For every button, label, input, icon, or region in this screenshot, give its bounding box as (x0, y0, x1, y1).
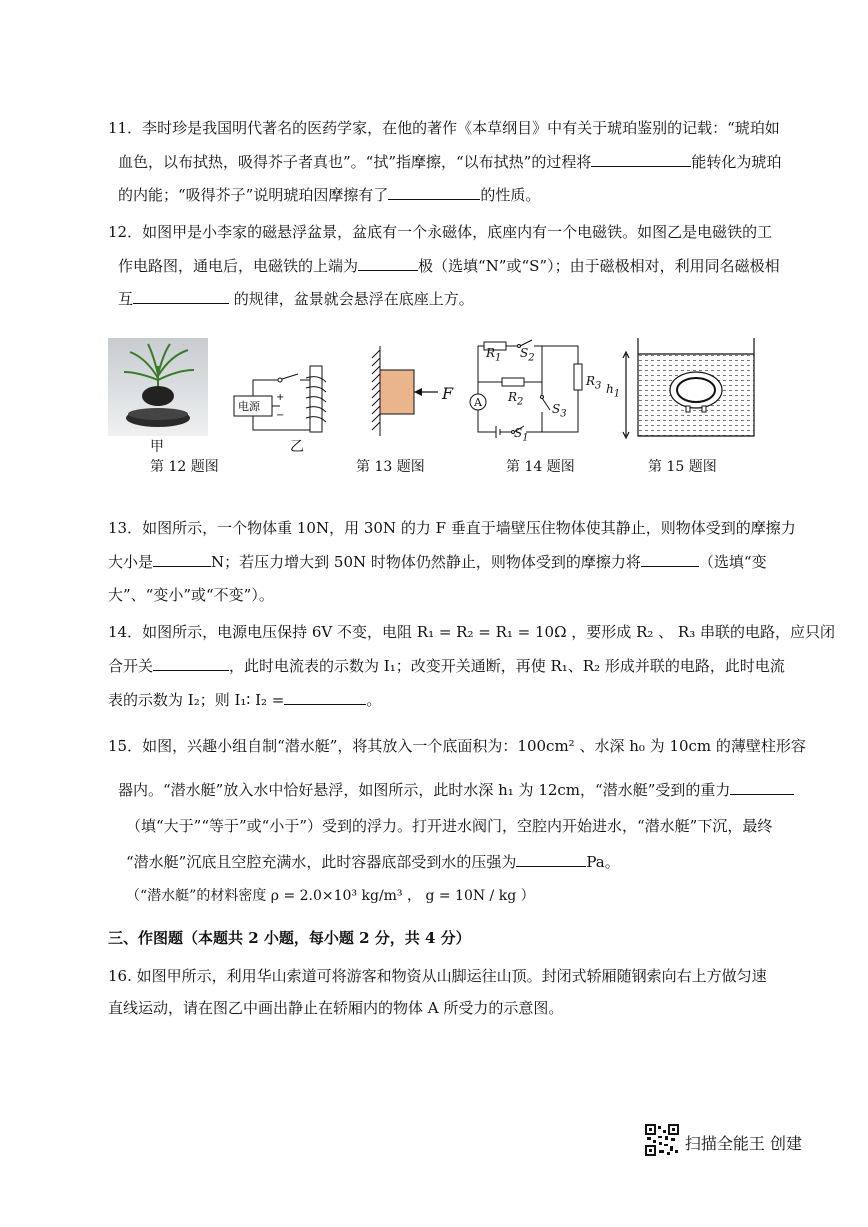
minus-sign: − (276, 410, 285, 421)
watermark-text: 扫描全能王 创建 (684, 1133, 802, 1153)
plus-sign: + (276, 392, 285, 403)
q14-blank-2[interactable] (284, 690, 366, 705)
s3-label: $S_3$ (552, 402, 567, 420)
q14-line2-text: 合开关 (108, 657, 154, 675)
q14-line2-tail: ，此时电流表的示数为 I₁；改变开关通断，再使 R₁、R₂ 形成并联的电路，此时电流 (229, 657, 785, 675)
fig14-caption: 第 14 题图 (506, 459, 575, 475)
fig12-label-jia: 甲 (150, 439, 164, 455)
qr-code-icon (645, 1124, 679, 1160)
q11-line1: 11．李时珍是我国明代著名的医药学家，在他的著作《本草纲目》中有关于琥珀鉴别的记载：“琥珀如 (108, 119, 780, 137)
q12-line1: 12．如图甲是小李家的磁悬浮盆景，盆底有一个永磁体，底座内有一个电磁铁。如图乙是电磁铁的工 (108, 223, 773, 241)
ammeter-label: A (474, 396, 482, 409)
q12-blank-1[interactable] (358, 256, 418, 271)
wall-block-diagram (366, 346, 476, 436)
q12-blank-2[interactable] (133, 289, 229, 304)
bonsai-photo (108, 338, 208, 436)
q15-line1: 15．如图，兴趣小组自制“潜水艇”，将其放入一个底面积为：100cm² 、水深 h₀ 为 10cm 的薄壁柱形容 (108, 737, 806, 755)
r2-label: $R_2$ (508, 390, 524, 408)
q13-blank-2[interactable] (641, 552, 699, 567)
section-heading: 三、作图题（本题共 2 小题，每小题 2 分，共 4 分） (108, 929, 471, 947)
q13-line2-mid: N；若压力增大到 50N 时物体仍然静止，则物体受到的摩擦力将 (211, 553, 641, 571)
q13-line2-tail: （选填“变 (698, 553, 767, 571)
force-f-label: F (442, 384, 454, 403)
q12-line2-tail: 极（选填“N”或“S”）；由于磁极相对，利用同名磁极相 (418, 257, 780, 275)
q16-line1: 16. 如图甲所示，利用华山索道可将游客和物资从山脚运往山顶。封闭式轿厢随钢索向右上方做匀速 (108, 967, 767, 985)
power-source-label: 电源 (238, 400, 260, 413)
h1-label: $h_1$ (606, 382, 621, 400)
electromagnet-circuit (228, 360, 338, 440)
s2-label: $S_2$ (520, 346, 535, 364)
q13-line2-text: 大小是 (108, 553, 154, 571)
q14-line1: 14．如图所示，电源电压保持 6V 不变，电阻 R₁ = R₂ = R₁ = 10Ω ，要形成 R₂ 、 R₃ 串联的电路，应只闭 (108, 623, 835, 641)
fig13-caption: 第 13 题图 (356, 459, 425, 475)
q13-line2 (108, 552, 767, 572)
q12-line2 (118, 256, 780, 276)
r3-label: $R_3$ (586, 374, 602, 392)
q12-line3-text: 互 (118, 290, 134, 308)
q11-line2-text: 血色，以布拭热，吸得芥子者真也”。“拭”指摩擦，“以布拭热”的过程将 (118, 153, 592, 171)
q11-line3 (118, 185, 540, 205)
q16-line2: 直线运动，请在图乙中画出静止在轿厢内的物体 A 所受力的示意图。 (108, 999, 564, 1017)
q15-line4-text: “潜水艇”沉底且空腔充满水，此时容器底部受到水的压强为 (126, 853, 517, 871)
q12-line3-tail: 的规律，盆景就会悬浮在底座上方。 (233, 290, 474, 308)
q14-line2 (108, 656, 785, 676)
q14-line3 (108, 690, 381, 710)
q14-blank-1[interactable] (153, 656, 229, 671)
s1-label: $S_1$ (514, 426, 529, 444)
fig15-caption: 第 15 题图 (648, 459, 717, 475)
r1-label: $R_1$ (486, 346, 502, 364)
q15-blank-2[interactable] (516, 852, 586, 867)
q13-line1: 13．如图所示，一个物体重 10N，用 30N 的力 F 垂直于墙壁压住物体使其静止，则物体受到的摩擦力 (108, 519, 796, 537)
q15-line3: （填“大于”“等于”或“小于”）受到的浮力。打开进水阀门，空腔内开始进水，“潜水艇”下沉，最终 (126, 817, 773, 835)
container-diagram (620, 338, 760, 440)
q15-line4-tail: Pa。 (586, 853, 620, 871)
scanner-watermark (645, 1124, 802, 1160)
q14-line3-text: 表的示数为 I₂；则 I₁∶ I₂ = (108, 691, 285, 709)
q15-blank-1[interactable] (730, 780, 794, 795)
q15-line4 (126, 852, 620, 872)
q15-line2 (118, 780, 794, 800)
q15-line2-text: 器内。“潜水艇”放入水中恰好悬浮，如图所示，此时水深 h₁ 为 12cm，“潜水艇”受到的重力 (118, 781, 731, 799)
q15-line5: （“潜水艇”的材料密度 ρ = 2.0×10³ kg/m³ ， g = 10N / kg ） (126, 888, 535, 904)
q12-line2-text: 作电路图，通电后，电磁铁的上端为 (118, 257, 359, 275)
q13-blank-1[interactable] (153, 552, 211, 567)
q11-line2-tail: 能转化为琥珀 (691, 153, 782, 171)
fig12-caption: 第 12 题图 (150, 459, 219, 475)
q11-line3-tail: 的性质。 (480, 186, 541, 204)
fig12-label-yi: 乙 (290, 439, 304, 455)
q11-blank-2[interactable] (388, 185, 480, 200)
q14-line3-tail: 。 (366, 691, 382, 709)
q11-line3-text: 的内能；“吸得芥子”说明琥珀因摩擦有了 (118, 186, 389, 204)
q11-blank-1[interactable] (591, 152, 691, 167)
q13-line3: 大”、“变小”或“不变”）。 (108, 586, 274, 604)
q11-line2 (118, 152, 781, 172)
q12-line3 (118, 289, 474, 309)
